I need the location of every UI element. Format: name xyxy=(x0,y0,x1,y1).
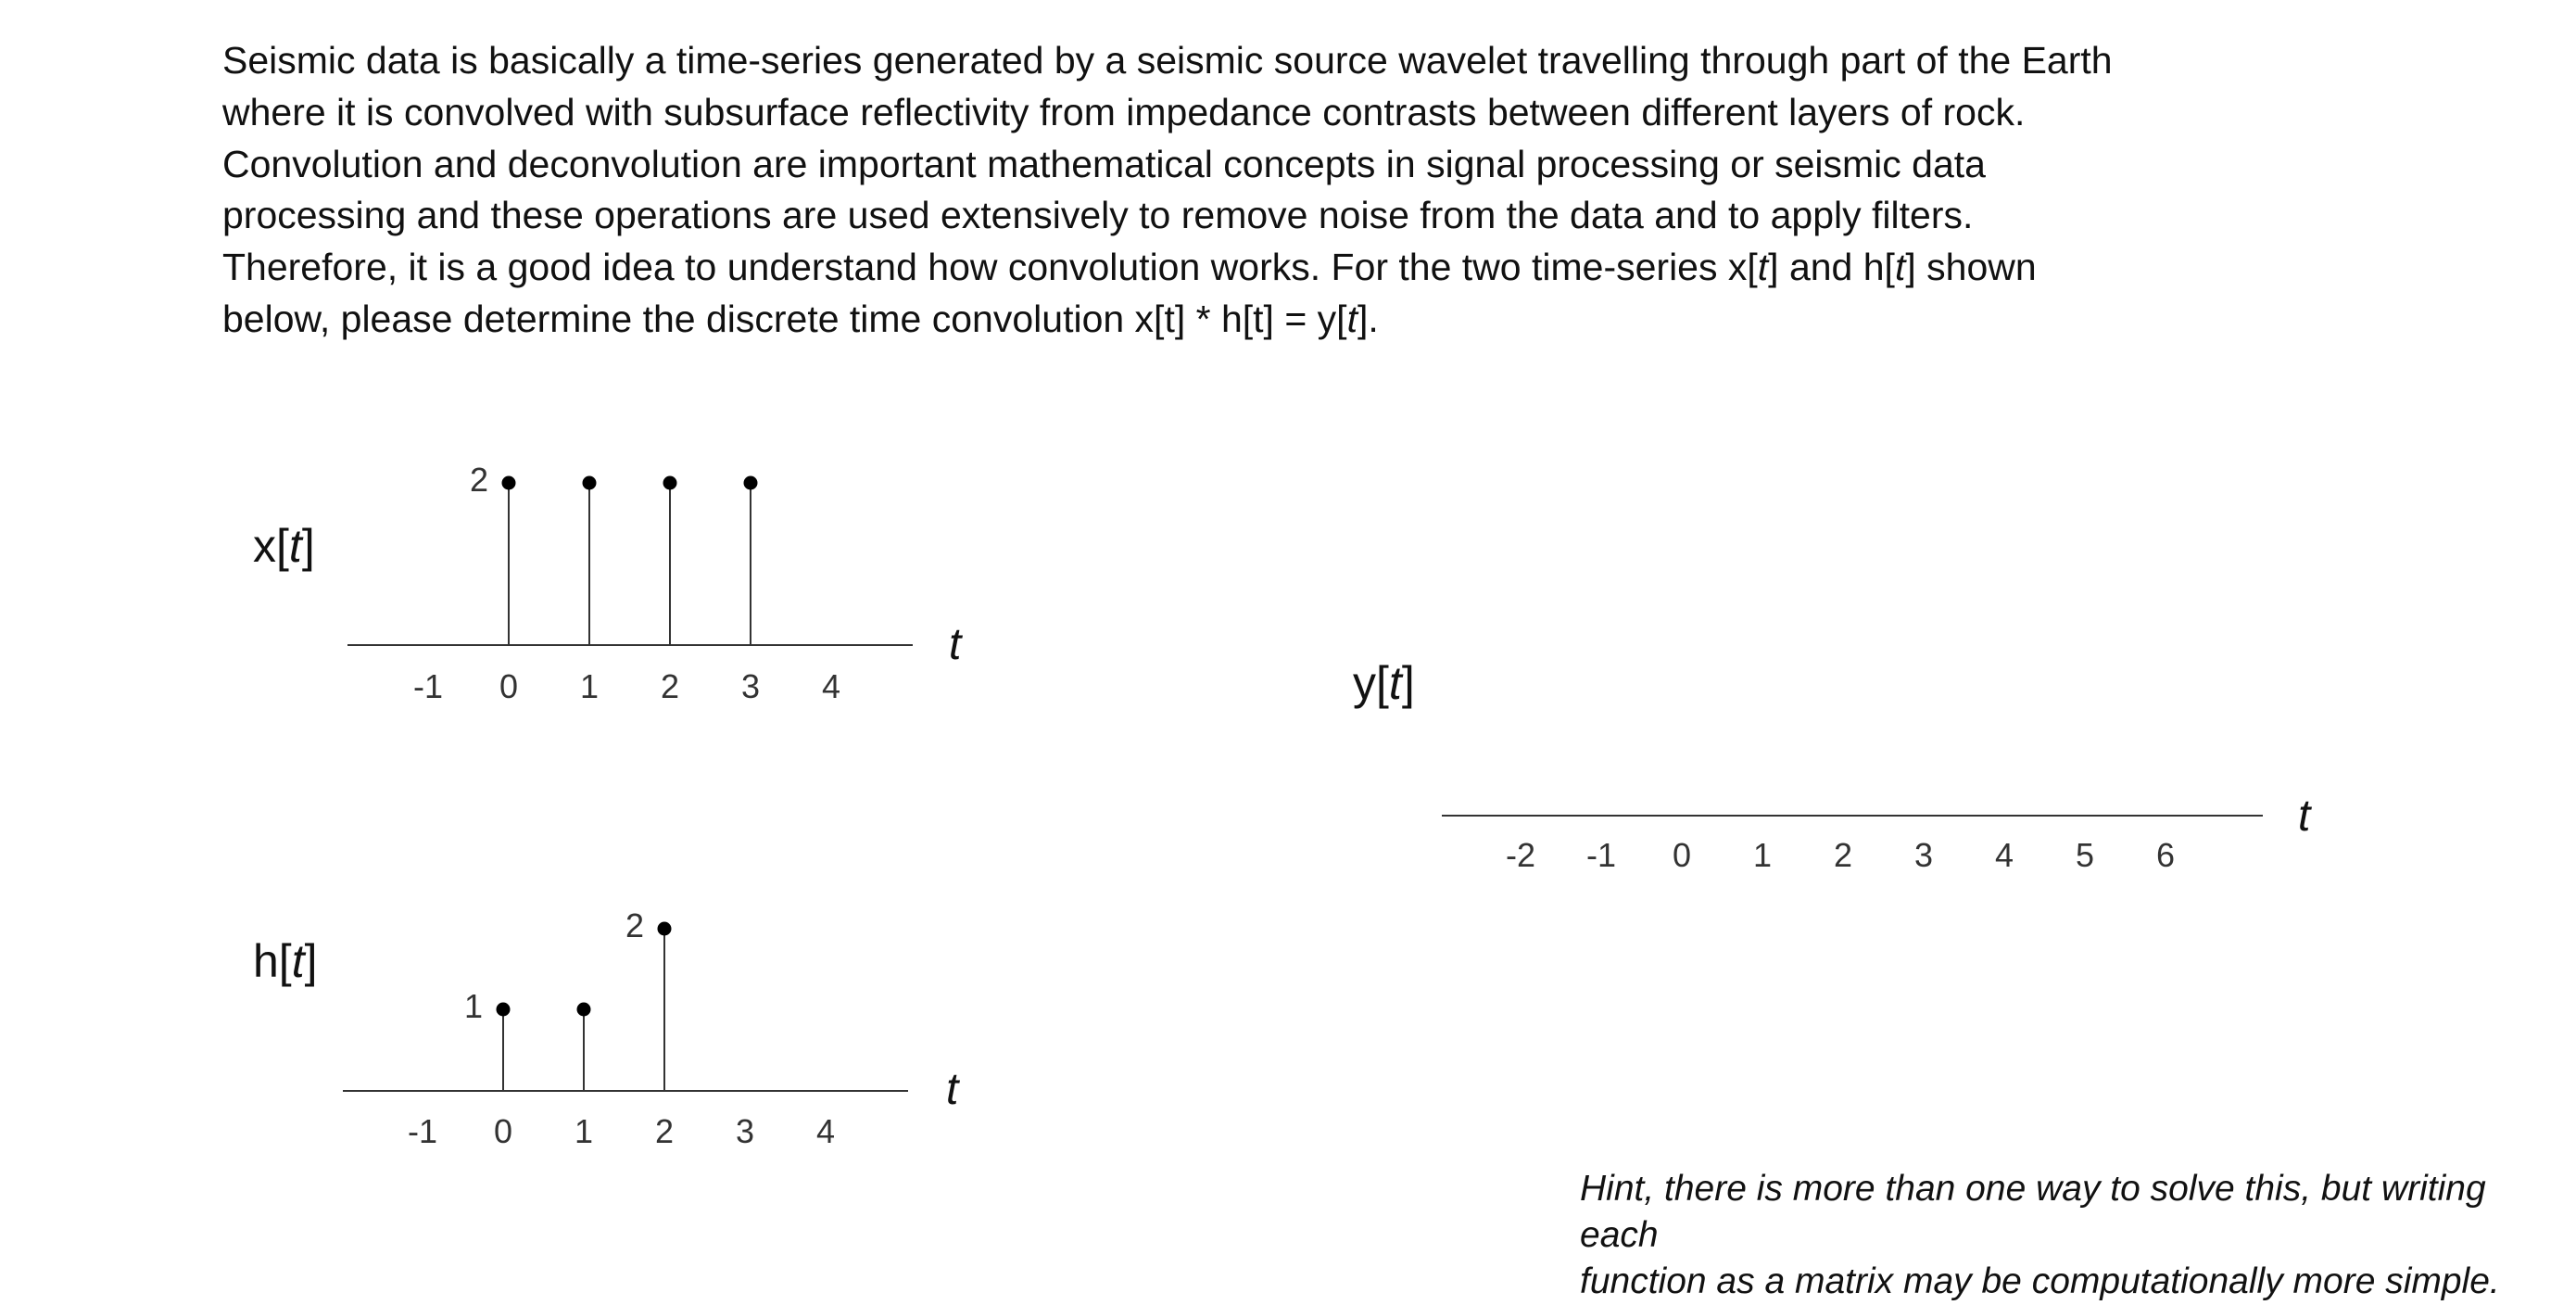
x-value-label: 2 xyxy=(469,461,488,499)
h-stem-marker xyxy=(577,1003,591,1017)
x-tick-label: -1 xyxy=(412,667,444,705)
x-tick-label: 3 xyxy=(740,667,761,705)
h-stem-marker xyxy=(658,922,672,936)
h-value-label: 2 xyxy=(625,906,644,944)
label-part: x[ xyxy=(253,520,289,572)
y-tick-label: 0 xyxy=(1672,836,1692,874)
y-tick-label: 6 xyxy=(2155,836,2176,874)
intro-line-6 xyxy=(222,298,1379,340)
x-tick-label: 0 xyxy=(499,667,519,705)
h-stem xyxy=(663,929,665,1090)
label-part: ] xyxy=(301,520,315,572)
intro-line-4: processing and these operations are used extensively to remove noise from the data and to apply filters. xyxy=(222,194,1974,237)
intro-var-t: t xyxy=(1894,246,1906,289)
intro-text: Therefore, it is a good idea to understand how convolution works. For the two time-series x[ xyxy=(222,246,1758,289)
h-value-label: 1 xyxy=(463,987,483,1025)
y-tick-label: -2 xyxy=(1505,836,1536,874)
hint-line-2: function as a matrix may be computationally more simple. xyxy=(1580,1261,2500,1301)
label-var: t xyxy=(1388,657,1402,709)
intro-var-t: t xyxy=(1346,297,1357,340)
x-stem xyxy=(588,483,590,644)
y-tick-label: -1 xyxy=(1585,836,1617,874)
label-part: y[ xyxy=(1353,657,1389,709)
x-axis-line xyxy=(347,644,913,646)
y-tick-label: 5 xyxy=(2075,836,2095,874)
x-stem xyxy=(508,483,510,644)
label-part: ] xyxy=(304,935,318,987)
x-stem xyxy=(669,483,671,644)
intro-text: ] and h[ xyxy=(1768,246,1895,289)
x-stem-marker xyxy=(583,476,597,490)
intro-line-1: Seismic data is basically a time-series generated by a seismic source wavelet travelling through part of the Earth xyxy=(222,39,2113,82)
x-tick-label: 2 xyxy=(660,667,680,705)
h-plot-label xyxy=(253,934,318,988)
y-tick-label: 1 xyxy=(1752,836,1773,874)
x-plot-label xyxy=(253,519,315,573)
x-stem-marker xyxy=(744,476,758,490)
x-axis-label: t xyxy=(949,620,962,669)
h-axis-line xyxy=(343,1090,908,1092)
label-var: t xyxy=(291,935,305,987)
y-axis-label: t xyxy=(2298,792,2311,841)
hint-text xyxy=(1580,1166,2562,1305)
h-tick-label: 3 xyxy=(735,1112,755,1150)
intro-line-2: where it is convolved with subsurface reflectivity from impedance contrasts between different layers of rock. xyxy=(222,90,2026,133)
x-tick-label: 1 xyxy=(579,667,600,705)
hint-line-1: Hint, there is more than one way to solve this, but writing each xyxy=(1580,1169,2486,1255)
h-stem xyxy=(583,1009,585,1090)
y-tick-label: 2 xyxy=(1833,836,1853,874)
intro-var-t: t xyxy=(1757,246,1769,289)
h-stem-marker xyxy=(497,1003,511,1017)
y-plot-label xyxy=(1353,656,1415,710)
x-stem-marker xyxy=(502,476,516,490)
intro-text: below, please determine the discrete time convolution x[t] * h[t] = y[ xyxy=(222,297,1347,340)
x-stem-marker xyxy=(663,476,677,490)
h-stem xyxy=(502,1009,504,1090)
label-var: t xyxy=(288,520,302,572)
h-tick-label: 0 xyxy=(493,1112,513,1150)
h-tick-label: -1 xyxy=(407,1112,438,1150)
y-tick-label: 3 xyxy=(1913,836,1934,874)
h-tick-label: 4 xyxy=(815,1112,836,1150)
h-axis-label: t xyxy=(946,1065,959,1114)
intro-line-5 xyxy=(222,246,2037,288)
h-tick-label: 2 xyxy=(654,1112,675,1150)
h-tick-label: 1 xyxy=(574,1112,594,1150)
x-tick-label: 4 xyxy=(821,667,841,705)
intro-text: ] shown xyxy=(1905,246,2037,289)
intro-text: ]. xyxy=(1357,297,1379,340)
label-part: h[ xyxy=(253,935,292,987)
y-axis-line xyxy=(1442,815,2263,817)
problem-statement xyxy=(222,35,2168,346)
x-stem xyxy=(750,483,751,644)
intro-line-3: Convolution and deconvolution are important mathematical concepts in signal processing or seismic data xyxy=(222,142,1986,185)
label-part: ] xyxy=(1401,657,1415,709)
y-tick-label: 4 xyxy=(1994,836,2014,874)
